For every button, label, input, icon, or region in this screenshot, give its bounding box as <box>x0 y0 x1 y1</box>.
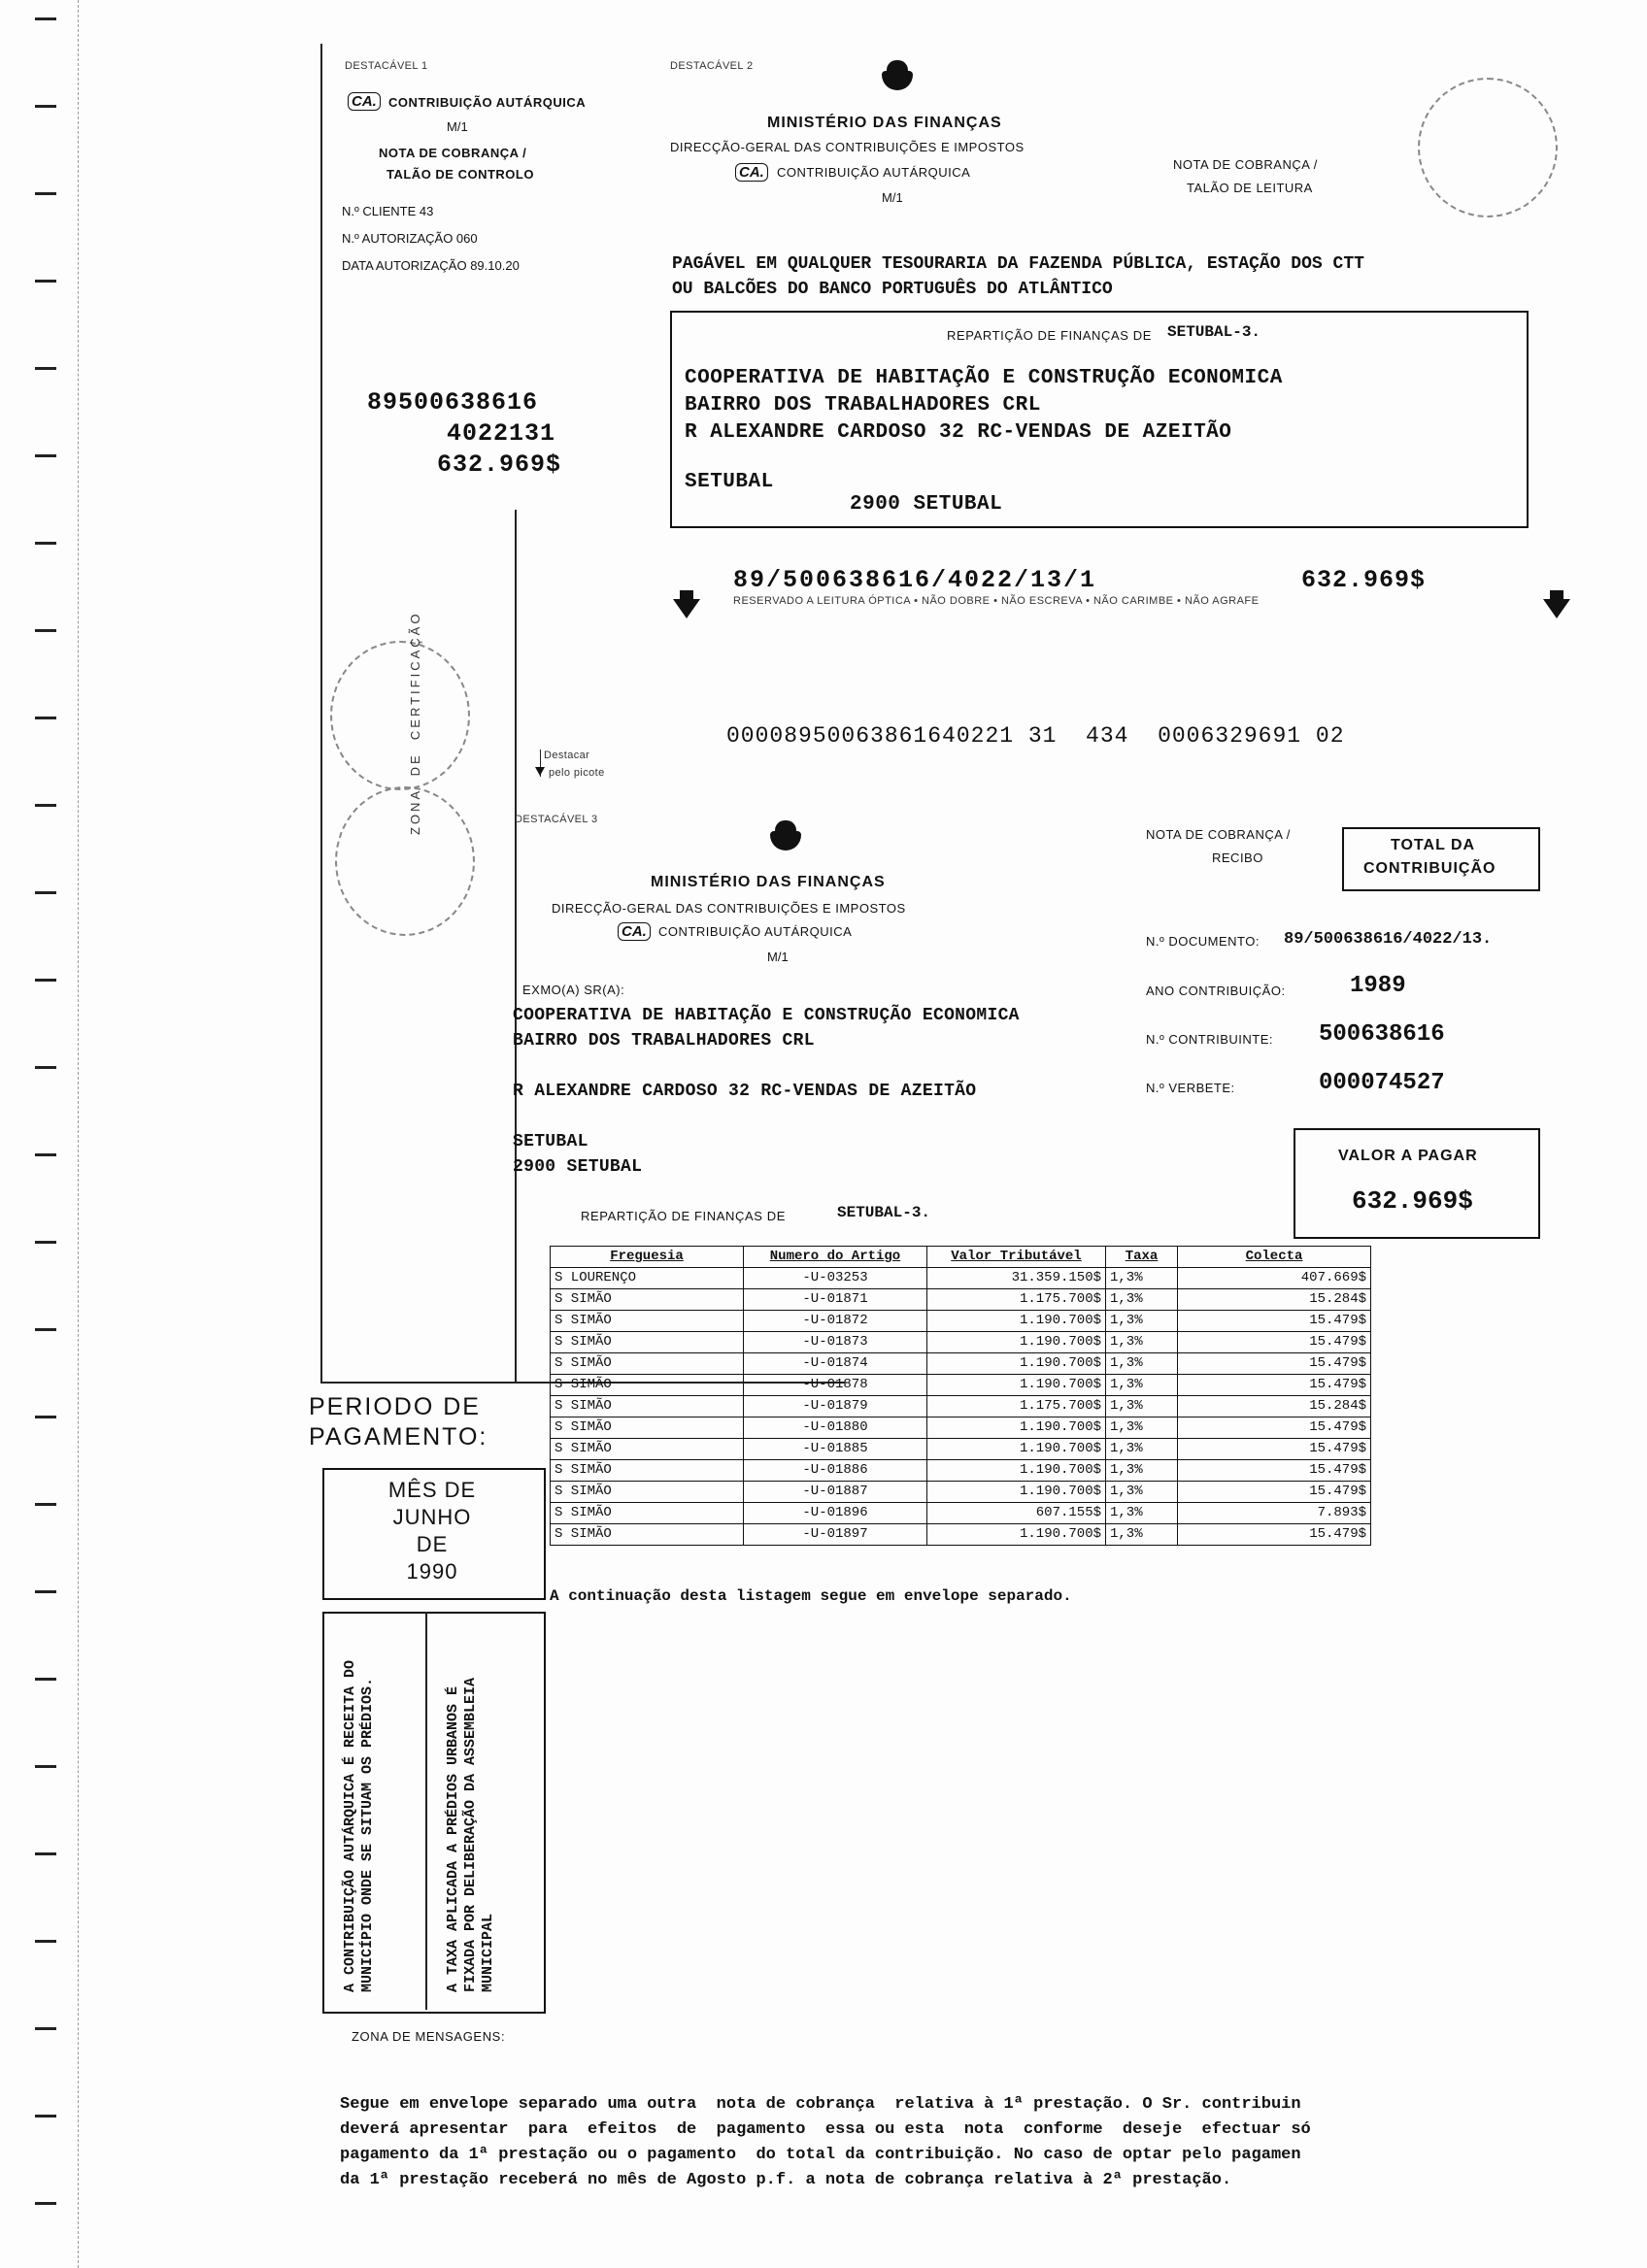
cell-valor: 1.190.700$ <box>927 1460 1106 1482</box>
cell-taxa: 1,3% <box>1106 1396 1178 1418</box>
cell-valor: 1.190.700$ <box>927 1332 1106 1353</box>
artigos-table <box>550 1246 1371 1546</box>
cell-artigo: -U-01871 <box>744 1289 927 1311</box>
table-row <box>551 1332 1371 1353</box>
cell-artigo: -U-01879 <box>744 1396 927 1418</box>
message-line-3: pagamento da 1ª prestação ou o pagamento do total da contribuição. No caso de optar pelo pagamen <box>340 2146 1301 2164</box>
pagavel-line-1: PAGÁVEL EM QUALQUER TESOURARIA DA FAZENDA PÚBLICA, ESTAÇÃO DOS CTT <box>672 254 1364 274</box>
top-ministerio: MINISTÉRIO DAS FINANÇAS <box>767 115 1002 131</box>
cell-freguesia: S SIMÃO <box>551 1375 744 1396</box>
table-row <box>551 1503 1371 1524</box>
table-row <box>551 1396 1371 1418</box>
periodo-ano: 1990 <box>406 1559 458 1584</box>
top-contribuicao: CONTRIBUIÇÃO AUTÁRQUICA <box>777 165 971 180</box>
cell-colecta: 15.479$ <box>1178 1439 1371 1460</box>
table-footnote: A continuação desta listagem segue em envelope separado. <box>550 1587 1072 1605</box>
cell-artigo: -U-01896 <box>744 1503 927 1524</box>
contribuinte-value: 500638616 <box>1319 1021 1445 1048</box>
cell-valor: 1.190.700$ <box>927 1311 1106 1332</box>
cell-freguesia: S SIMÃO <box>551 1396 744 1418</box>
cell-colecta: 15.479$ <box>1178 1375 1371 1396</box>
cell-taxa: 1,3% <box>1106 1524 1178 1546</box>
ca-logo-1: CA. <box>348 92 381 111</box>
cell-taxa: 1,3% <box>1106 1289 1178 1311</box>
cell-freguesia: S SIMÃO <box>551 1289 744 1311</box>
periodo-mes: JUNHO <box>392 1505 472 1529</box>
recibo-addr-3: R ALEXANDRE CARDOSO 32 RC-VENDAS DE AZEITÃO <box>513 1082 977 1101</box>
cell-artigo: -U-01885 <box>744 1439 927 1460</box>
perforation-strip <box>29 0 79 2268</box>
cell-valor: 1.190.700$ <box>927 1482 1106 1503</box>
cell-colecta: 15.479$ <box>1178 1524 1371 1546</box>
recibo-addr-4: SETUBAL <box>513 1132 588 1151</box>
periodo-mes-de: MÊS DE <box>387 1478 477 1502</box>
certification-circle-1 <box>330 641 470 790</box>
cell-artigo: -U-03253 <box>744 1268 927 1289</box>
left-cliente: N.º CLIENTE 43 <box>342 204 434 218</box>
cell-taxa: 1,3% <box>1106 1311 1178 1332</box>
barcode-numeric-line: 00008950063861640221 31 434 0006329691 02 <box>726 723 1345 749</box>
top-addr-3: R ALEXANDRE CARDOSO 32 RC-VENDAS DE AZEITÃO <box>685 421 1232 444</box>
certification-circle-2 <box>335 786 475 936</box>
table-row <box>551 1418 1371 1439</box>
verbete-label: N.º VERBETE: <box>1146 1081 1235 1095</box>
cell-valor: 1.190.700$ <box>927 1353 1106 1375</box>
cell-colecta: 15.479$ <box>1178 1353 1371 1375</box>
message-line-4: da 1ª prestação receberá no mês de Agosto p.f. a nota de cobrança relativa à 2ª prestação. <box>340 2171 1232 2189</box>
valor-a-pagar-value: 632.969$ <box>1352 1186 1473 1216</box>
top-addr-5: 2900 SETUBAL <box>850 493 1003 516</box>
cell-colecta: 407.669$ <box>1178 1268 1371 1289</box>
th-colecta: Colecta <box>1178 1247 1371 1268</box>
destacar-label-2: pelo picote <box>549 767 605 779</box>
cell-valor: 1.175.700$ <box>927 1396 1106 1418</box>
stamp-circle-top <box>1418 78 1558 217</box>
table-header-row <box>551 1247 1371 1268</box>
top-direccao: DIRECÇÃO-GERAL DAS CONTRIBUIÇÕES E IMPOSTOS <box>670 140 1025 154</box>
left-data-autorizacao: DATA AUTORIZAÇÃO 89.10.20 <box>342 258 520 273</box>
th-taxa: Taxa <box>1106 1247 1178 1268</box>
table-row <box>551 1439 1371 1460</box>
periodo-label-l1: PERIODO DE <box>309 1393 481 1420</box>
reparticao-value-top: SETUBAL-3. <box>1167 323 1261 341</box>
coat-of-arms-icon-2 <box>767 820 804 853</box>
zona-certificacao-label: ZONA DE CERTIFICAÇÃO <box>408 611 422 835</box>
left-model: M/1 <box>447 119 468 134</box>
left-title-contribuicao: CONTRIBUIÇÃO AUTÁRQUICA <box>388 95 587 110</box>
cell-artigo: -U-01887 <box>744 1482 927 1503</box>
ano-label: ANO CONTRIBUIÇÃO: <box>1146 984 1286 998</box>
ca-logo-3: CA. <box>618 922 651 941</box>
cell-artigo: -U-01880 <box>744 1418 927 1439</box>
cell-freguesia: S SIMÃO <box>551 1524 744 1546</box>
cell-freguesia: S SIMÃO <box>551 1418 744 1439</box>
cell-taxa: 1,3% <box>1106 1353 1178 1375</box>
left-numero-secundario: 4022131 <box>447 419 556 448</box>
arrow-right-icon <box>1543 599 1570 618</box>
cell-taxa: 1,3% <box>1106 1418 1178 1439</box>
cell-artigo: -U-01897 <box>744 1524 927 1546</box>
cell-taxa: 1,3% <box>1106 1482 1178 1503</box>
notice-col-2: A TAXA APLICADA A PRÉDIOS URBANOS É FIXADA POR DELIBERAÇÃO DA ASSEMBLEIA MUNICIPAL <box>445 1677 496 1992</box>
recibo-recibo-label: RECIBO <box>1212 850 1263 865</box>
recibo-nota-cobranca: NOTA DE COBRANÇA / <box>1146 827 1291 842</box>
cell-colecta: 7.893$ <box>1178 1503 1371 1524</box>
cell-colecta: 15.479$ <box>1178 1482 1371 1503</box>
left-autorizacao: N.º AUTORIZAÇÃO 060 <box>342 231 478 246</box>
cell-valor: 1.190.700$ <box>927 1439 1106 1460</box>
total-contribuicao-l1: TOTAL DA <box>1391 837 1476 853</box>
table-row <box>551 1289 1371 1311</box>
top-talao-leitura: TALÃO DE LEITURA <box>1187 181 1313 195</box>
valor-a-pagar-box <box>1294 1128 1540 1239</box>
recibo-direccao: DIRECÇÃO-GERAL DAS CONTRIBUIÇÕES E IMPOSTOS <box>552 901 906 916</box>
top-addr-2: BAIRRO DOS TRABALHADORES CRL <box>685 394 1041 417</box>
cell-freguesia: S SIMÃO <box>551 1503 744 1524</box>
cell-artigo: -U-01886 <box>744 1460 927 1482</box>
top-model: M/1 <box>882 190 903 205</box>
table-row <box>551 1460 1371 1482</box>
cell-colecta: 15.284$ <box>1178 1289 1371 1311</box>
table-row <box>551 1268 1371 1289</box>
cell-taxa: 1,3% <box>1106 1460 1178 1482</box>
cell-taxa: 1,3% <box>1106 1268 1178 1289</box>
cell-taxa: 1,3% <box>1106 1439 1178 1460</box>
cell-artigo: -U-01874 <box>744 1353 927 1375</box>
recibo-contribuicao: CONTRIBUIÇÃO AUTÁRQUICA <box>658 924 853 939</box>
left-numero-documento: 89500638616 <box>367 388 539 417</box>
top-destacavel-label: DESTACÁVEL 2 <box>670 60 754 72</box>
top-nota-cobranca: NOTA DE COBRANÇA / <box>1173 157 1318 172</box>
destacar-label-1: Destacar <box>544 750 590 761</box>
verbete-value: 000074527 <box>1319 1070 1445 1096</box>
cell-colecta: 15.479$ <box>1178 1332 1371 1353</box>
th-valor-tributavel: Valor Tributável <box>927 1247 1106 1268</box>
recibo-ministerio: MINISTÉRIO DAS FINANÇAS <box>651 874 886 890</box>
recibo-addr-2: BAIRRO DOS TRABALHADORES CRL <box>513 1031 815 1051</box>
doc-label: N.º DOCUMENTO: <box>1146 934 1260 949</box>
cell-artigo: -U-01873 <box>744 1332 927 1353</box>
address-box-top <box>670 311 1529 528</box>
exmo-label: EXMO(A) SR(A): <box>522 983 625 997</box>
cell-valor: 1.175.700$ <box>927 1289 1106 1311</box>
cell-colecta: 15.479$ <box>1178 1311 1371 1332</box>
top-addr-4: SETUBAL <box>685 471 774 493</box>
ca-logo-2: CA. <box>735 163 768 182</box>
table-row <box>551 1524 1371 1546</box>
th-numero-artigo: Numero do Artigo <box>744 1247 927 1268</box>
recibo-addr-5: 2900 SETUBAL <box>513 1157 643 1177</box>
doc-value: 89/500638616/4022/13. <box>1284 930 1493 949</box>
valor-a-pagar-label: VALOR A PAGAR <box>1338 1148 1478 1164</box>
table-row <box>551 1482 1371 1503</box>
cell-freguesia: S SIMÃO <box>551 1460 744 1482</box>
left-destacavel-label: DESTACÁVEL 1 <box>345 60 428 72</box>
reparticao-label-recibo: REPARTIÇÃO DE FINANÇAS DE <box>581 1209 786 1223</box>
periodo-label-l2: PAGAMENTO: <box>309 1423 488 1451</box>
recibo-destacavel-label: DESTACÁVEL 3 <box>515 814 598 825</box>
notice-box-divider <box>425 1612 427 2010</box>
contribuinte-label: N.º CONTRIBUINTE: <box>1146 1032 1273 1047</box>
table-row <box>551 1375 1371 1396</box>
ano-value: 1989 <box>1350 973 1406 999</box>
total-contribuicao-l2: CONTRIBUIÇÃO <box>1363 860 1496 877</box>
cell-taxa: 1,3% <box>1106 1375 1178 1396</box>
recibo-model: M/1 <box>767 950 789 964</box>
periodo-de: DE <box>416 1532 449 1556</box>
left-title-talao: TALÃO DE CONTROLO <box>387 167 534 182</box>
left-title-nota: NOTA DE COBRANÇA / <box>379 146 527 160</box>
cell-valor: 31.359.150$ <box>927 1268 1106 1289</box>
coat-of-arms-icon-1 <box>879 60 916 93</box>
cell-colecta: 15.479$ <box>1178 1418 1371 1439</box>
cell-valor: 1.190.700$ <box>927 1418 1106 1439</box>
arrow-left-icon <box>673 599 700 618</box>
cell-artigo: -U-01872 <box>744 1311 927 1332</box>
notice-col-1: A CONTRIBUIÇÃO AUTÁRQUICA É RECEITA DO MUNICÍPIO ONDE SE SITUAM OS PRÉDIOS. <box>342 1659 376 1992</box>
cell-colecta: 15.479$ <box>1178 1460 1371 1482</box>
left-valor: 632.969$ <box>437 450 562 479</box>
stub-divider-line <box>320 44 322 1384</box>
cell-colecta: 15.284$ <box>1178 1396 1371 1418</box>
th-freguesia: Freguesia <box>551 1247 744 1268</box>
table-row <box>551 1353 1371 1375</box>
cell-taxa: 1,3% <box>1106 1503 1178 1524</box>
reservado-leitura-optica: RESERVADO A LEITURA ÓPTICA • NÃO DOBRE • NÃO ESCREVA • NÃO CARIMBE • NÃO AGRAFE <box>733 595 1260 607</box>
top-addr-1: COOPERATIVA DE HABITAÇÃO E CONSTRUÇÃO ECONOMICA <box>685 367 1283 389</box>
stub-divider-line-2 <box>515 510 517 1384</box>
cell-taxa: 1,3% <box>1106 1332 1178 1353</box>
pagavel-line-2: OU BALCÕES DO BANCO PORTUGUÊS DO ATLÂNTICO <box>672 280 1113 299</box>
zona-mensagens-title: ZONA DE MENSAGENS: <box>352 2029 506 2044</box>
cell-freguesia: S SIMÃO <box>551 1482 744 1503</box>
reparticao-value-recibo: SETUBAL-3. <box>837 1204 931 1221</box>
cell-artigo: -U-01878 <box>744 1375 927 1396</box>
cell-valor: 1.190.700$ <box>927 1524 1106 1546</box>
table-row <box>551 1311 1371 1332</box>
cell-freguesia: S SIMÃO <box>551 1332 744 1353</box>
cell-freguesia: S SIMÃO <box>551 1439 744 1460</box>
reparticao-label-top: REPARTIÇÃO DE FINANÇAS DE <box>947 328 1152 343</box>
cell-valor: 607.155$ <box>927 1503 1106 1524</box>
message-line-1: Segue em envelope separado uma outra nota de cobrança relativa à 1ª prestação. O Sr. contribuin <box>340 2095 1301 2114</box>
ocr-line: 89/500638616/4022/13/1 <box>733 566 1097 594</box>
recibo-addr-1: COOPERATIVA DE HABITAÇÃO E CONSTRUÇÃO ECONOMICA <box>513 1006 1020 1025</box>
cell-valor: 1.190.700$ <box>927 1375 1106 1396</box>
cell-freguesia: S LOURENÇO <box>551 1268 744 1289</box>
destacar-arrow-icon <box>535 767 545 776</box>
message-line-2: deverá apresentar para efeitos de pagamento essa ou esta nota conforme deseje efectuar só <box>340 2120 1311 2139</box>
cell-freguesia: S SIMÃO <box>551 1353 744 1375</box>
ocr-valor: 632.969$ <box>1301 566 1427 594</box>
cell-freguesia: S SIMÃO <box>551 1311 744 1332</box>
